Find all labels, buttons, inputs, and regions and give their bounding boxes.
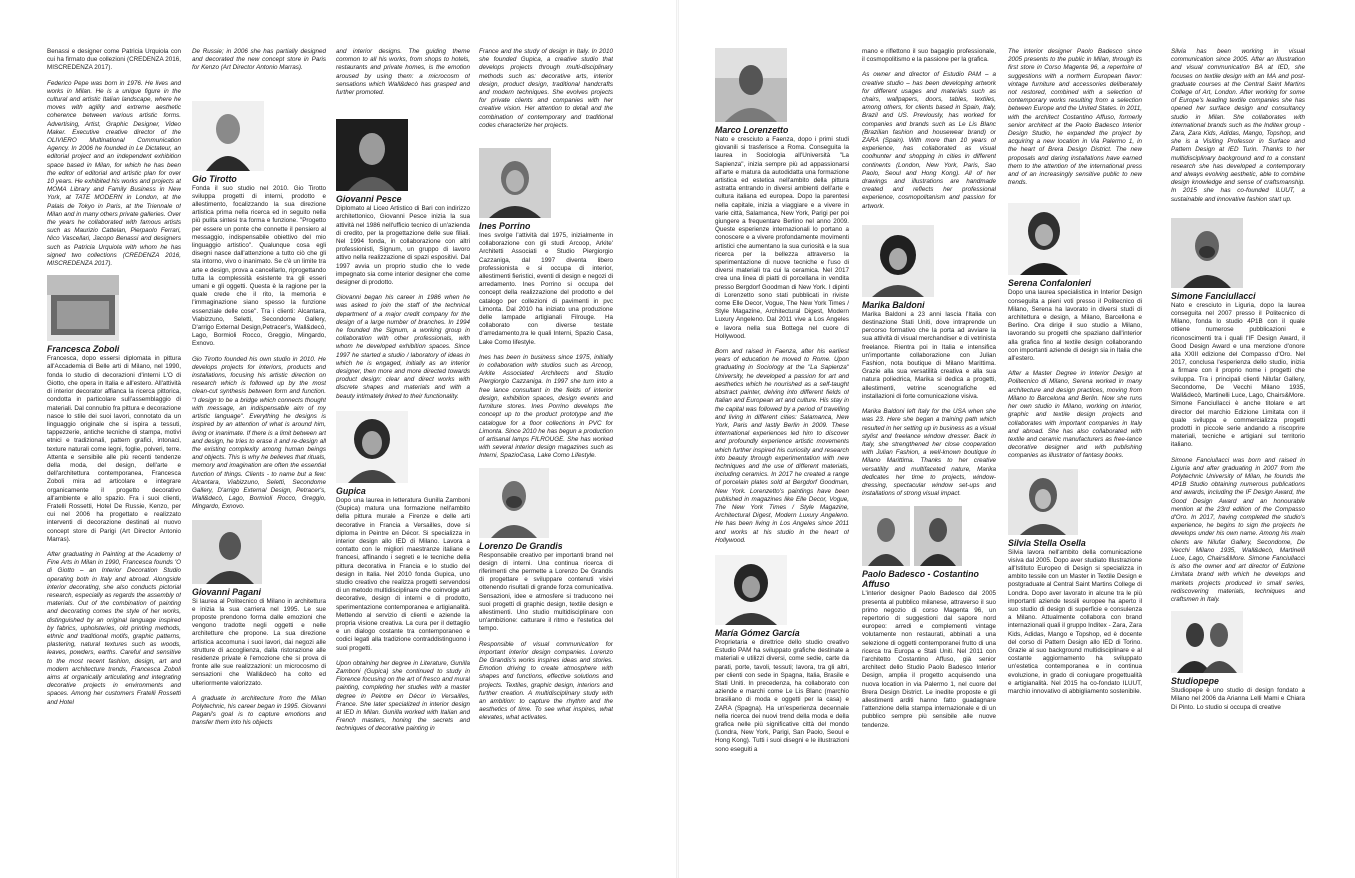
bio-text-english: Born and raised in Faenza, after his earliest years of education he moved to Rome. Upon graduating in Sociology at the "La Sapienza" University, he developed a passion for art and aesthetics which he nourished as a self-taught abstract painter, delving into different fields of Italian and European art and culture. His stay in the capital was followed by a period of travelling and living in different cities: Salamanca, New York, Paris and lastly Berlin in 2009. These international experiences led him to discover and profoundly experience artistic movements which further inspired his curiosity and research into beauty through experimentation with new techniques and the use of different materials, including ceramics. In 2017 he created a range of porcelain plates sold at Bergdorf Goodman, New York. Lorenzetto's paintings have been published in magazines like Elle Decor, Vogue, The New York Times / Style Magazine, Architectural Digest, Modern Luxury Angeleno. He has been living in Los Angeles since 2011 and works at his studio in the heart of Hollywood. xyxy=(715,348,849,544)
portrait-photo-osella xyxy=(1008,469,1078,535)
bio-text: Nato e cresciuto in Liguria, dopo la laurea conseguita nel 2007 presso il Politecnico di Milano, fonda lo studio 4P1B con il quale ottiene numerose pubblicazioni e riconoscimenti tra i quali l'IF Design Award, il Good Design Award e una menzione d'onore alla XXIII edizione del Compasso d'Oro. Nel 2017, conclusa l'esperienza dello studio, inizia a firmare con il proprio nome i progetti che sviluppa. Tra i principali clienti Nilufar Gallery, Secondome, De Vecchi Milano 1935, Wall&decò, Martinelli Luce, Lago, Chairs&More. Simone Fanciullacci è anche titolare e art director del marchio Edizione Limitata con il quale sviluppa e commercializza progetti prodotti in piccole serie andando a riscoprire materiali, tecniche e artigiani sul territorio italiano. xyxy=(1171,301,1305,449)
bio-text-english: Silvia has been working in visual communication since 2005. After an Illustration and visual communication BA at IED, she focuses on textile design with an MA and post-graduate courses at the Central Saint Martins College of Art, London. After working for some of Europe's leading textile companies she has opened her surface design and consultancy studio in Milan. She collaborates with international brands such as the Inditex group - Zara, Zara Kids, Adidas, Mango, Topshop, and she is a Visiting Professor in Surface and Pattern Design at IED Turin. Thanks to her multidisciplinary background and to a constant research she has developed a contemporary and always evolving aesthetic, able to combine design knowledge and sense of craftsmanship. In 2015 she has co-founded ILUUT, a sustainable and innovative fashion start up. xyxy=(1171,48,1305,203)
portrait-photo-tirotto xyxy=(192,101,264,171)
bio-text-english: Marika Baldoni left Italy for the USA when she was 23. Here she began a training path which resulted in her setting up in business as a visual stylist and freelance window dresser. Back in Italy, she strengthened her close cooperation with Julian Fashion, a well-known boutique in Milano Marittima. Thanks to her creative versatility and multifaceted nature, Marika dedicates her time to projects, window-dressing, spectacular window set-ups and installations of strong visual impact. xyxy=(862,408,996,498)
portrait-photo-porrino xyxy=(479,148,551,218)
bio-text: Ines svolge l'attività dal 1975, inizialmente in collaborazione con gli studi Arcoop, Arkite' Architetti Associati e Studio Piergiorgio Cazzaniga, dal 1997 diventa libero professionista e si occupa di interior, allestimenti fieristici, eventi di design e negozi di arredamento. Ines Porrino si occupa del concept della realizzazione del prodotto e del catalogo per collezioni di pavimenti in pvc Limonta. Dal 2010 ha iniziato una produzione delle lampade artigianali Filrouge. Ha collaborato con diverse testate d'arredamento,tra le quali Interni, Spazio Casa, Lake Como lifestyle. xyxy=(479,232,613,346)
portrait-photo-gomez-garcia xyxy=(715,555,787,625)
portrait-photo-baldoni xyxy=(862,225,934,297)
portrait-photo-confalonieri xyxy=(1008,203,1080,275)
designer-name: Francesca Zoboli xyxy=(47,344,120,355)
bio-text: Studiopepe è uno studio di design fondato a Milano nel 2006 da Arianna Lelli Mami e Chiara Di Pinto. Lo studio si occupa di creative xyxy=(1171,687,1305,711)
portrait-photo-gupica xyxy=(336,411,408,483)
bio-text-english: France and the study of design in Italy. In 2010 she founded Gupica, a creative studio that develops projects through multi-disciplinary methods such as: decorative arts, interior design, product design, traditional handcrafts and modern techniques. She evolves projects for private clients and companies with her creative vision. Her attention to detail and the combination of contemporary and traditional codes characterize her projects. xyxy=(479,48,613,129)
left-page xyxy=(0,0,677,878)
designer-name: María Gómez García xyxy=(715,627,800,638)
bio-text: L'interior designer Paolo Badesco dal 2005 presenta al pubblico milanese, attraverso il suo primo negozio di corso Magenta 96, un repertorio di suggestioni dal sapore nord europeo: arredi e complementi vintage volutamente non restaurati, abbinati a una selezione di oggetti contemporanei frutto di una ricerca tra Europa e Stati Uniti. Nel 2011 con l'architetto Costantino Affuso, già senior architect dello Studio Paolo Badesco Interior Design, amplia il progetto acquisendo una nuova location in via Palermo 1, nel cuore del Brera Design District. Le inedite proposte e gli allestimenti arditi hanno fatto guadagnare l'attenzione della stampa internazionale e di un pubblico sempre più sensibile alle nuove tendenze. xyxy=(862,590,996,729)
portrait-photo-lorenzetto xyxy=(715,48,787,122)
designer-name: Giovanni Pesce xyxy=(336,194,402,205)
bio-text: Marika Baldoni a 23 anni lascia l'Italia con destinazione Stati Uniti, dove intraprende un percorso formativo che la porta ad avviare la sua attività di visual merchandiser e di vetrinista freelance. Rientra poi in Italia e intensifica un'importante collaborazione con Julian Fashion, nota boutique di Milano Marittima. Grazie alla sua versatilità creativa e alla sua natura poliedrica, Marika si dedica a progetti, allestimenti, vetrine scenografiche ed installazioni di forte comunicazione visiva. xyxy=(862,310,996,400)
portrait-photo-fanciullacci xyxy=(1171,218,1243,288)
bio-text: Si laurea al Politecnico di Milano in architettura e inizia la sua carriera nel 1995. Le sue proposte prendono forma dalle emozioni che vengono tradotte negli oggetti e nelle architetture che propone. La sua direzione artistica accomuna i suoi lavori, dai negozi alle strutture di accoglienza, dalla ristorazione alle residenze private è l'emozione che si prova di fronte alle sue realizzazioni: un microcosmo di sensazioni che Wall&decò ha colto ed ulteriormente valorizzato. xyxy=(192,597,326,687)
bio-text: Dopo una laurea in letteratura Gunilla Zamboni (Gupica) matura una formazione nell'ambito della pittura murale a Firenze e delle arti decorative in Francia a Versailles, dove si diploma in Peintre en Décor. Si specializza in interior design allo IED di Milano. Lavora a contatto con le migliori maestranze italiane e francesi, affinando i segreti e le tecniche della pittura decorativa in Francia e lo studio del design in Italia. Nel 2010 fonda Gupica, uno studio creativo che realizza progetti servendosi di un metodo multidisciplinare che coinvolge arti decorative, design di interni e di prodotto, sperimentazione contemporanea e artigianalità. Mettendo al servizio di clienti e aziende la propria visione creativa. La cura per il dettaglio e un dialogo costante tra contemporaneo e codici legati alla tradizione contraddistinguono i suoi progetti. xyxy=(336,496,470,652)
bio-text-english: Federico Pepe was born in 1976. He lives and works in Milan. He is a unique figure in the cultural and artistic Italian landscape, where he moves with agility and extreme aesthetic coherence between various artistic forms. Advertising, Artist, Graphic Designer, Video Maker. Executive creative director of the OLIVIERO Multinational Communication Agency. In 2006 he founded in Le Dictateur, an editorial project and an independent exhibition space based in Milan, for which he has been the editor of editorial and artistic plan for over 10 years. He exhibited his works and projects at MOMA Library and Family Business in New York, at TATE MODERN in London, at the Palais de Tokyo in Paris, at the Triennale of Milan and in many others private galleries. Over the years he collaborated with famous artists such as Maurizio Cattelan, Pierpaolo Ferrari, Nico Vascellari, Jacopo Benassi and designers such as Patricia Urquiola with whom he has signed two collections (CREDENZA 2016, MISCREDENZA 2017). xyxy=(47,79,181,268)
bio-text-english: and interior designs. The guiding theme common to all his works, from shops to hotels, restaurants and private homes, is the emotion aroused by using them: a microcosm of sensations which Wall&decò has grasped and further promoted. xyxy=(336,48,470,97)
bio-text: Responsabile creativo per importanti brand nel design di interni. Una continua ricerca di riferimenti che permette a Lorenzo De Grandis di progettare e sviluppare contenuti visivi ottenendo risultati di grande forza comunicativa. Sensazioni, idee e atmosfere si traducono nei suoi progetti di graphic design, textile design e allestimenti. Uno studio multidisciplinare con un'ambizione: catturare il ritmo e l'estetica del tempo. xyxy=(479,551,613,633)
bio-text: mano e riflettono il suo bagaglio professionale, il cosmopolitismo e la passione per la grafica. xyxy=(862,48,996,64)
bio-text: Benassi e designer come Patricia Urquiola con cui ha firmato due collezioni (CREDENZA 2016, MISCREDENZA 2017). xyxy=(47,48,181,72)
bio-text: Fonda il suo studio nel 2010. Gio Tirotto sviluppa progetti di interni, prodotto e allestimento, focalizzando la sua direzione artistica prima nella ricerca ed in seguito nella più pulita sintesi tra forma e funzione. "Progetto per essere un ponte che connette il pensiero al messaggio, indispensabile obiettivo del mio linguaggio artistico". Qualunque cosa egli disegni nasce dall'attenzione a tutto ciò che gli sta intorno, vivo o inanimato. Se c'è un limite tra arte e design, prova a cancellarlo, riprogettando tutta la complessità esistente tra gli esseri umani e gli oggetti. Questa è la ragione per la quale crede che il rito, la memoria e l'immaginazione siano spesso la funzione essenziale delle cose". Tra i clienti: Alcantara, Viabizzuno, Seletti, Secondome Gallery, D'arrigo External Design,Petracer's, Wall&decò, Lago, Bormioli Rocco, Greggio, Mingardo, Exnovo. xyxy=(192,184,326,348)
designer-name: Serena Confalonieri xyxy=(1008,278,1092,289)
designer-name: Ines Porrino xyxy=(479,221,531,232)
right-column-1 xyxy=(715,48,849,870)
right-column-3 xyxy=(1008,48,1142,870)
portrait-photo-de-grandis xyxy=(479,468,549,538)
left-column-3 xyxy=(336,48,470,870)
left-column-4 xyxy=(479,48,613,870)
designer-name: Marika Baldoni xyxy=(862,299,925,310)
bio-text-english: After a Master Degree in Interior Design at Politecnico di Milano, Serena worked in many architecture and design practices, moving from Milano to Barcelona and Berlin. Now she runs her own studio in Milano, working on interior, graphic and textile design projects and collaborates with important companies in Italy and abroad. She has also collaborated with textile and ceramic manufacturers as free-lance decorative designer and with publishing companies as illustrator of fantasy books. xyxy=(1008,370,1142,460)
portrait-photo-zoboli xyxy=(47,275,119,341)
designer-name: Paolo Badesco - Costantino Affuso xyxy=(862,569,979,590)
portrait-photo-pagani xyxy=(192,520,262,584)
designer-name: Studiopepe xyxy=(1171,676,1219,687)
portrait-photo-studiopepe xyxy=(1171,611,1243,673)
bio-text-english: Responsible of visual communication for important interior design companies. Lorenzo De Grandis's works inspires ideas and stories. Emotion driving to create atmosphere with shapes and functions, effective solutions and projects. Textiles, graphic design, interiors and further creation. A multidisciplinary study with an ambition: to capture the rhythm and the aesthetics of time. To see what inspires, what elevates, what activates. xyxy=(479,640,613,722)
designer-name: Simone Fanciullacci xyxy=(1171,290,1256,301)
right-column-4 xyxy=(1171,48,1305,870)
bio-text: Dopo una laurea specialistica in Interior Design conseguita a pieni voti presso il Politecnico di Milano, Serena ha lavorato in diversi studi di architettura e design, a Milano, Barcellona e Berlino. Ora dirige il suo studio a Milano, lavorando su progetti che spaziano dall'interior alla grafica fino al textile design collaborando con importanti aziende di design sia in Italia che all'estero. xyxy=(1008,289,1142,363)
bio-text-english: As owner and director of Estudio PAM – a creative studio – has been developing artwork for different usages and materials such as chairs, wallpapers, doors, tables, textiles, among others, for clients based in Spain, Italy, Brazil and US. Previously, has worked for companies and brands such as Le Lis Blanc (Brazilian fashion and housewear brand) or ZARA (Spain). With more than 10 years of experience, has collaborated as visual coolhunter and shopping in cities in different continents (London, New York, Paris, Sao Paolo, Seoul and Hong Kong). All of her drawings and illustrations are handmade created and reflects her professional experience, cosmopolitanism and passion for artwork. xyxy=(862,71,996,210)
left-column-2 xyxy=(192,48,326,870)
bio-text: Francesca, dopo essersi diplomata in pittura all'Accademia di Belle arti di Milano, nel 1990, fonda lo studio di decorazioni d'interni L'O di Giotto, che opera in Italia e all'estero. All'attività di interior decorator affianca la ricerca pittorica, condotta in particolare sull'assemblaggio di materiali. Dal connubio fra pittura e decorazione nasce lo stile dei suoi lavori, connotato da un linguaggio originale che si ispira a tessuti, tappezzerie, antiche tecniche di stampa, motivi etnici e tradizionali, pattern grafici, intonaci, texture naturali come legni, foglie, polveri, terre. Attenta e sensibile alle più recenti tendenze della moda, del design, dell'arte e dell'architettura contemporanea, Francesca Zoboli mira ad articolare e integrare organicamente il progetto decorativo all'ambiente e allo spazio. Fra i suoi clienti, Fratelli Rossetti, Hotel De Russie, Kenzo, per cui nel 2006 ha progettato e realizzato interventi di decorazione destinati al nuovo concept store di Parigi (Art Director Antonio Marras). xyxy=(47,355,181,543)
duo-portrait xyxy=(862,506,996,566)
bio-text-english: The interior designer Paolo Badesco since 2005 presents to the public in Milan, through its first store in Corso Magenta 96, a repertoire of suggestions with a northern European flavor: vintage furniture and accessories deliberately not restored, combined with a selection of contemporary works resulting from a selection between Europe and the United States. In 2011, with the architect Costantino Affuso, formerly senior architect at the Paolo Badesco Interior Design Studio, he expanded the project by acquiring a new location in Via Palermo 1, in the heart of Brera Design District. The new proposals and daring installations have earned them to the attention of the international press and of an increasingly sensitive public to new trends. xyxy=(1008,48,1142,187)
right-page xyxy=(678,0,1355,878)
right-column-2 xyxy=(862,48,996,870)
portrait-photo-affuso xyxy=(914,506,962,566)
portrait-photo-pesce xyxy=(336,119,408,191)
bio-text-english: Upon obtaining her degree in Literature, Gunilla Zamboni (Gupica) she continued to study in Florence focusing on the art of fresco and mural painting, completing her studies with a master degree in Peintre en Décor in Versailles, France. She later specialized in interior design at IED in Milan. Gunilla worked with Italian and French masters, honing the secrets and techniques of decorative painting in xyxy=(336,659,470,733)
bio-text: Nato e cresciuto a Faenza, dopo i primi studi giovanili si trasferisce a Roma. Conseguita la laurea in Sociologia all'Università "La Sapienza", inizia sempre più ad appassionarsi all'arte e matura da autodidatta una formazione artistica ed estetica nell'ambito della pittura astratta entrando in diversi ambienti dell'arte e cultura italiana ed europea. Dopo la parentesi nella capitale, inizia a viaggiare e a vivere in varie città, Salamanca, New York, Parigi per poi giungere a frequentare Berlino nel anno 2009. Queste esperienze internazionali lo portano a conoscere e a vivere profondamente movimenti artistici che aumentano la sua curiosità e la sua ricerca per la bellezza attraverso la sperimentazione di nuove tecniche e l'uso di diversi materiali tra cui la ceramica. Nel 2017 crea una linea di piatti di porcellana in vendita presso Bergdorf Goodman di New York. I dipinti di Lorenzetto sono stati pubblicati in riviste come Elle Decor, Vogue, The New York Times / Style Magazine, Architectural Digest, Modern Luxury Angeleno. Dal 2011 vive a Los Angeles e lavora nella sua Bottega nel cuore di Hollywood. xyxy=(715,136,849,340)
designer-name: Lorenzo De Grandis xyxy=(479,540,563,551)
designer-name: Gio Tirotto xyxy=(192,173,237,184)
left-column-1 xyxy=(47,48,181,870)
designer-name: Giovanni Pagani xyxy=(192,586,261,597)
bio-text: Silvia lavora nell'ambito della comunicazione visiva dal 2005. Dopo aver studiato Illustrazione all'Istituto Europeo di Design si specializza in ambito tessile con un Master in Textile Design e postgraduate al Central Saint Martins College di Londra. Dopo aver lavorato in alcune tra le più importanti aziende tessili europee ha aperto il suo studio di design di superficie e consulenza a Milano. Attualmente collabora con brand internazionali quali il gruppo Inditex - Zara, Zara Kids, Adidas, Mango e Topshop, ed è docente del corso di Pattern Design allo IED di Torino. Grazie al suo background multidisciplinare e al costante aggiornamento ha sviluppato un'estetica contemporanea e in continua evoluzione, in grado di coniugare progettualità e artigianalità. Nel 2015 ha co-fondato ILUUT, marchio innovativo di abbigliamento sostenibile. xyxy=(1008,548,1142,695)
bio-text-english: Gio Tirotto founded his own studio in 2010. He develops projects for interiors, products and installations, focusing his artistic direction on research which is followed up by the most clean-cut synthesis between form and function. "I design to be a bridge which connects thought with message, an indispensable aim of my artistic language". Everything he designs is inspired by an attention of what is around him, living or inanimate. If there is a limit between art and design, he tries to erase it and re-design all the existing complexity among human beings and objects. This is why he believes that rituals, memory and imagination are often the essential function of things. Clients - to name but a few: Alcantara, Viabizzuno, Seletti, Secondome Gallery, D'arrigo External Design, Petracer's, Wall&decò, Lago, Bormioli Rocco, Greggio, Mingardo, Exnovo. xyxy=(192,355,326,511)
bio-text-english: Ines has been in business since 1975, initially in collaboration with studios such as Arcoop, Arkite Associated Architects and Studio Piergiorgio Cazzaniga. In 1997 she turn into a free lance consultant in the fields of interior design, exhibition spaces, design events and furniture stores. Ines Porrino develops the concept up to the product prototype and the catalogue for a floor collections in PVC for Limonta. Since 2010 he has begun a production of artisanal lamps FILROUGE. She has worked with several interior design magazines such as Interni, SpazioCasa, Lake Como Lifestyle. xyxy=(479,353,613,460)
portrait-photo-badesco xyxy=(862,506,910,566)
designer-name: Gupica xyxy=(336,485,366,496)
bio-text-english: After graduating in Painting at the Academy of Fine Arts in Milan in 1990, Francesca founds 'O di Giotto – an Interior Decoration Studio operating both in Italy and abroad. Alongside interior decorating, she also conducts pictorial research, especially as regards the assembly of materials. Out of the combination of painting and decorating comes the style of her works, distinguished by an original language inspired by fabrics, upholsteries, old printing methods, ethnic and traditional motifs, graphic patterns, plastering, natural textures such as woods, leaves, powders, earths. Careful and sensitive to the most recent fashion, design, art and modern architecture trends, Francesca Zoboli aims at organically articulating and integrating decorative projects in environments and spaces. Among her customers Fratelli Rossetti and Hotel xyxy=(47,550,181,706)
designer-name: Silvia Stella Osella xyxy=(1008,537,1086,548)
bio-text-english: Simone Fanciullacci was born and raised in Liguria and after graduating in 2007 from the Polytechnic University of Milan, he founds the 4P1B Studio obtaining numerous publications and awards, including the IF Design Award, the Good Design Award and an honourable mention at the 23rd edition of the Compasso d'Oro. In 2017, having completed the studio's experience, he begins to sign the projects he develops under his own name. Among his main clients are Nilufar Gallery, Secondome, De Vecchi Milano 1935, Wall&decò, Martinelli Luce, Lago, Chairs&More. Simone Fanciullacci is also the owner and art director of Edizione Limitata brand with which he develops and markets projects produced in small series, rediscovering materials, techniques and craftsmen in Italy. xyxy=(1171,456,1305,603)
bio-text-english: A graduate in architecture from the Milan Polytechnic, his career began in 1995. Giovanni Pagani's goal is to capture emotions and transfer them into his objects xyxy=(192,694,326,727)
bio-text: Proprietaria e direttrice dello studio creativo Estudio PAM ha sviluppato grafiche destinate a materiali e utilizzi diversi, come sedie, carte da parati, porte, tavoli, tessuti; lavora, tra gli altri, per clienti con sede in Spagna, Italia, Brasile e Stati Uniti. In precedenza, ha collaborato con aziende e marchi come Le Lis Blanc (marchio brasiliano di moda e oggetti per la casa) e ZARA (Spagna). Ha un'esperienza decennale nella ricerca dei nuovi trend della moda e della grafica nelle più significative città del mondo (Londra, New York, Parigi, San Paolo, Seoul e Hong Kong). Tutti i suoi disegni e le illustrazioni sono eseguiti a xyxy=(715,638,849,753)
bio-text-english: Giovanni began his career in 1986 when he was asked to join the staff of the technical department of a major credit company for the design of a large number of branches. In 1994 he founded the Signum, a working group in collaboration with other professionals, with whom he developed exhibition spaces. Since 1997 he started a studio / laboratory of ideas in which he is engaged, initially as an interior designer, then more and more directed towards product design: clear and direct works with discrete shapes and materials and with a beauty intimately linked to their functionality. xyxy=(336,294,470,400)
bio-text-english: De Russie; in 2006 she has partially designed and decorated the new concept store in Paris for Kenzo (Art Director Antonio Marras). xyxy=(192,48,326,72)
designer-name: Marco Lorenzetto xyxy=(715,125,789,135)
bio-text: Diplomato al Liceo Artistico di Bari con indirizzo architettonico, Giovanni Pesce inizia la sua attività nel 1986 nell'ufficio tecnico di un'azienda di credito, per la progettazione delle sue filiali. Nel 1994 fonda, in collaborazione con altri professionisti, Signum, un gruppo di lavoro attivo nella realizzazione di spazi espositivi. Dal 1997 avvia un proprio studio che lo vede impegnato sia come interior designer che come designer di prodotto. xyxy=(336,205,470,287)
